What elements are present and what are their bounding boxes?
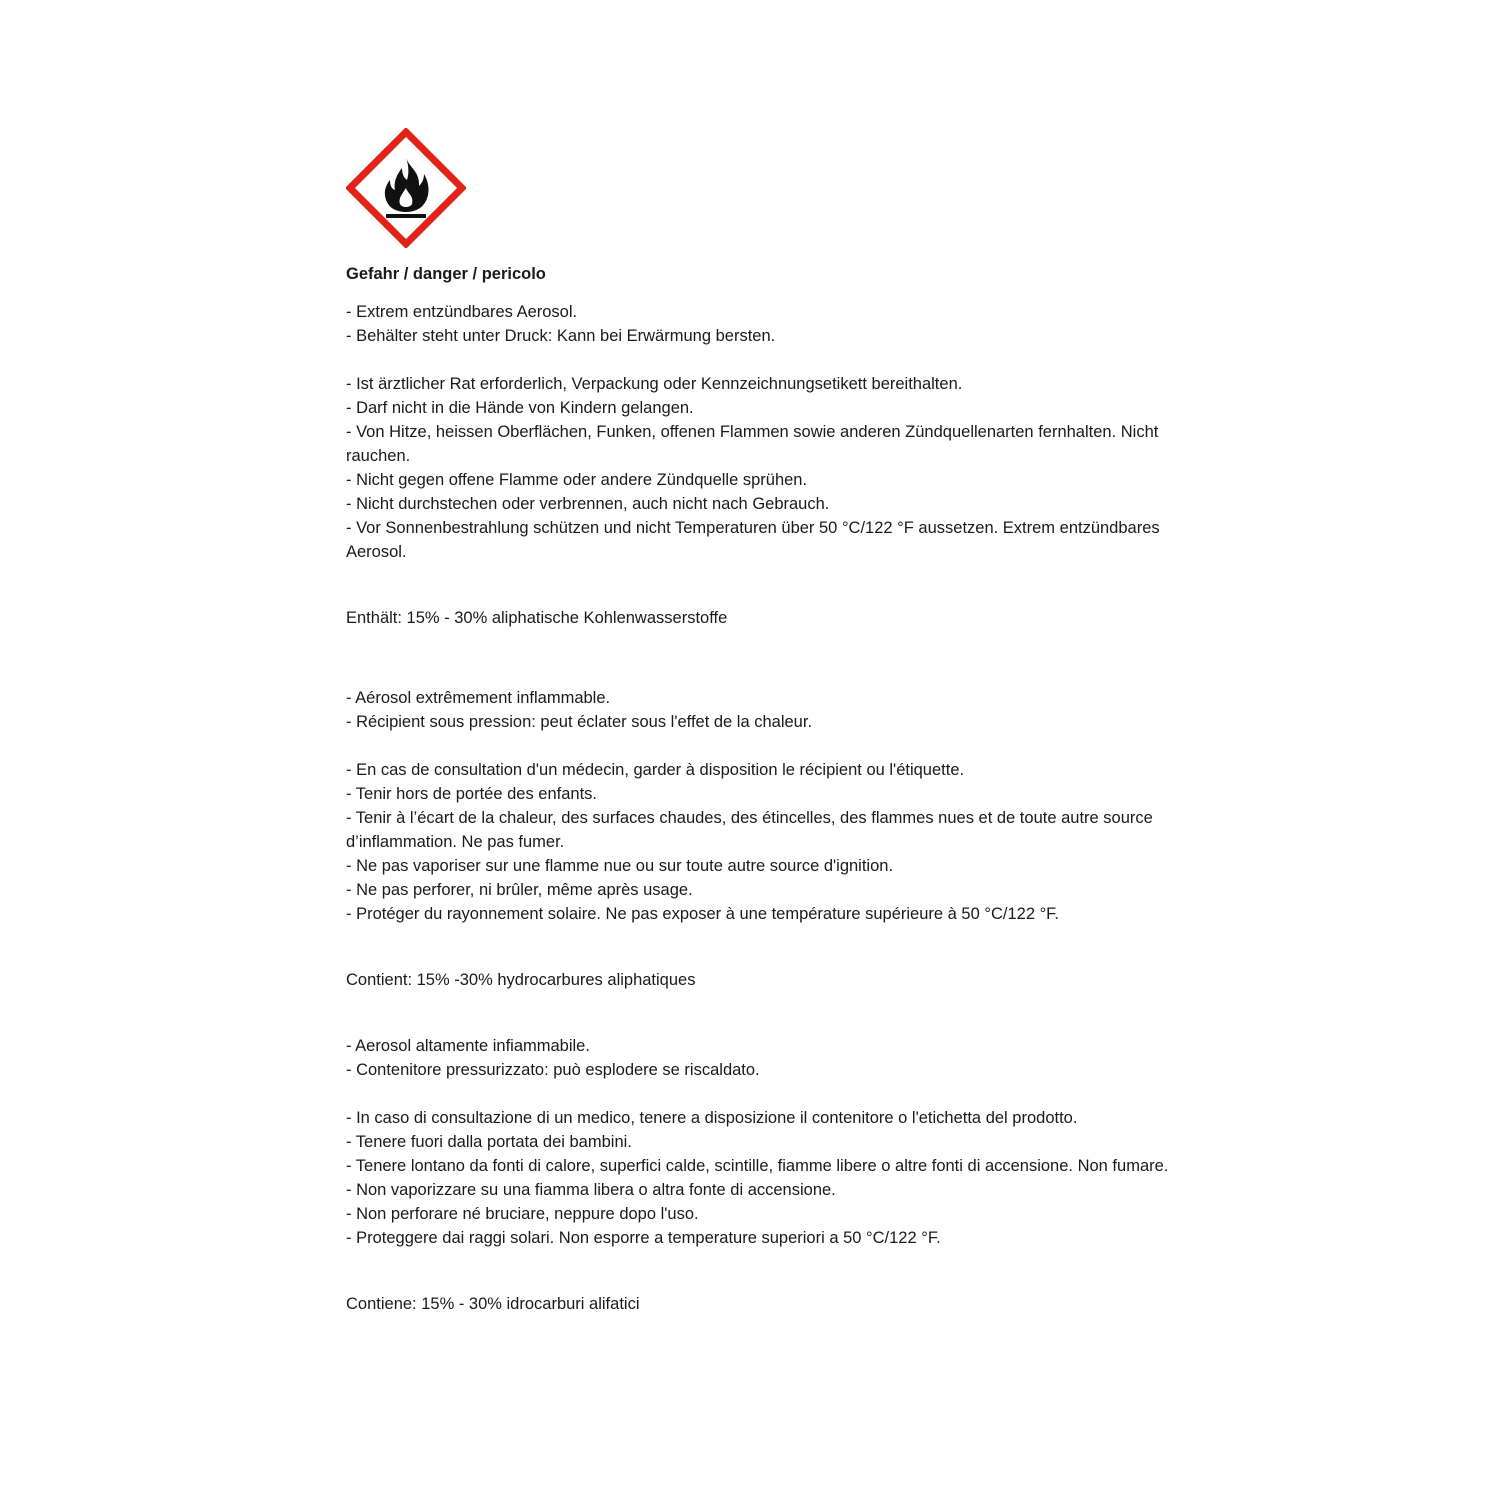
contains-statement: Contiene: 15% - 30% idrocarburi alifatici [346,1295,640,1313]
contains-statement: Contient: 15% -30% hydrocarbures aliphatiques [346,971,696,989]
precaution-statement: - Protéger du rayonnement solaire. Ne pas exposer à une température supérieure à 50 °C/122 °F. [346,905,1060,923]
precaution-statement: - Tenere fuori dalla portata dei bambini. [346,1133,632,1151]
contains-statement: Enthält: 15% - 30% aliphatische Kohlenwasserstoffe [346,609,728,627]
precaution-statement: - Proteggere dai raggi solari. Non esporre a temperature superiori a 50 °C/122 °F. [346,1229,941,1247]
precaution-statement: - Nicht gegen offene Flamme oder andere Zündquelle sprühen. [346,471,808,489]
precaution-statement: - En cas de consultation d'un médecin, garder à disposition le récipient ou l'étiquette. [346,761,965,779]
hazard-statement: - Aérosol extrêmement inflammable. [346,689,611,707]
ghs-flame-icon [346,128,466,248]
signal-word: Gefahr / danger / pericolo [346,265,546,283]
precaution-statement: - Ne pas perforer, ni brûler, même après usage. [346,881,693,899]
hazard-statement: - Récipient sous pression: peut éclater sous l'effet de la chaleur. [346,713,813,731]
hazard-statement: - Behälter steht unter Druck: Kann bei Erwärmung bersten. [346,327,776,345]
section-fr [346,686,1176,992]
precaution-statement: - Von Hitze, heissen Oberflächen, Funken, offenen Flammen sowie anderen Zündquellenarten fernhalten. Nicht rauchen. [346,423,1159,465]
section-it [346,1034,1176,1316]
precaution-statement: - Ist ärztlicher Rat erforderlich, Verpackung oder Kennzeichnungsetikett bereithalten. [346,375,963,393]
hazard-statement: - Aerosol altamente infiammabile. [346,1037,590,1055]
precaution-statement: - Non perforare né bruciare, neppure dopo l'uso. [346,1205,699,1223]
precaution-statement: - Darf nicht in die Hände von Kindern gelangen. [346,399,694,417]
label-document [346,128,1176,1316]
hazard-statement: - Extrem entzündbares Aerosol. [346,303,578,321]
section-de [346,300,1176,630]
precaution-statement: - Ne pas vaporiser sur une flamme nue ou sur toute autre source d'ignition. [346,857,894,875]
hazard-statement: - Contenitore pressurizzato: può esplodere se riscaldato. [346,1061,760,1079]
precaution-statement: - In caso di consultazione di un medico, tenere a disposizione il contenitore o l'etichetta del prodotto. [346,1109,1078,1127]
precaution-statement: - Tenere lontano da fonti di calore, superfici calde, scintille, fiamme libere o altre fonti di accensione. Non fumare. [346,1157,1169,1175]
precaution-statement: - Tenir hors de portée des enfants. [346,785,598,803]
precaution-statement: - Tenir à l’écart de la chaleur, des surfaces chaudes, des étincelles, des flammes nues et de toute autre source d’inflammation. Ne pas fumer. [346,809,1153,851]
precaution-statement: - Vor Sonnenbestrahlung schützen und nicht Temperaturen über 50 °C/122 °F aussetzen. Extrem entzündbares Aerosol. [346,519,1160,561]
precaution-statement: - Non vaporizzare su una fiamma libera o altra fonte di accensione. [346,1181,836,1199]
precaution-statement: - Nicht durchstechen oder verbrennen, auch nicht nach Gebrauch. [346,495,830,513]
